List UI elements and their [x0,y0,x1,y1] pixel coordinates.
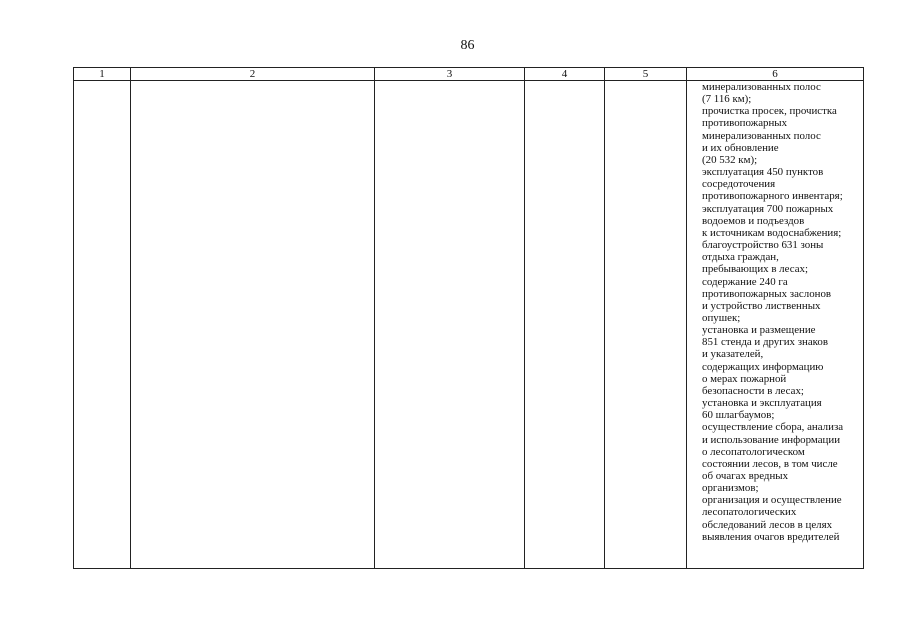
cell-text-line: противопожарного инвентаря; [702,190,843,203]
cell-col-3 [375,81,525,569]
cell-text-line: установка и эксплуатация [702,397,822,410]
cell-text-line: организмов; [702,482,759,495]
column-header-1: 1 [74,68,131,81]
cell-text-line: выявления очагов вредителей [702,530,840,543]
cell-text-line: (20 532 км); [702,153,758,166]
cell-text-line: организация и осуществление [702,494,842,507]
cell-text-line: минерализованных полос [702,129,821,142]
cell-text-line: лесопатологических [702,506,797,519]
cell-text-line: содержащих информацию [702,360,824,373]
cell-text-line: к источникам водоснабжения; [702,226,842,239]
column-header-5: 5 [605,68,687,81]
data-table [73,67,864,569]
cell-text-line: эксплуатация 450 пунктов [702,166,824,179]
column-header-2: 2 [131,68,375,81]
cell-text-line: эксплуатация 700 пожарных [702,202,834,215]
cell-text-line: и указателей, [702,348,764,361]
cell-text-line: прочистка просек, прочистка [702,105,837,118]
cell-col-4 [525,81,605,569]
cell-text-line: отдыха граждан, [702,251,779,264]
cell-text-line: 60 шлагбаумов; [702,409,775,422]
table-header-row [74,68,864,81]
cell-text-line: содержание 240 га [702,275,788,288]
cell-col-5 [605,81,687,569]
column-header-6: 6 [687,68,864,81]
cell-text-line: о мерах пожарной [702,372,787,385]
cell-text-line: о лесопатологическом [702,445,805,458]
cell-col-6-text [687,81,863,543]
cell-text-line: (7 116 км); [702,93,752,106]
column-header-3: 3 [375,68,525,81]
cell-text-line: установка и размещение [702,324,816,337]
cell-text-line: благоустройство 631 зоны [702,239,824,252]
cell-text-line: пребывающих в лесах; [702,263,808,276]
cell-text-line: и их обновление [702,141,779,154]
cell-text-line: 851 стенда и других знаков [702,336,829,349]
cell-text-line: сосредоточения [702,178,776,191]
cell-text-line: состоянии лесов, в том числе [702,457,838,470]
cell-text-line: минерализованных полос [702,81,821,93]
cell-text-line: и устройство лиственных [702,299,821,312]
cell-text-line: и использование информации [702,433,841,446]
cell-text-line: осуществление сбора, анализа [702,421,844,434]
page-number: 86 [460,38,475,53]
cell-col-1 [74,81,131,569]
cell-col-6 [687,81,864,569]
cell-text-line: об очагах вредных [702,470,789,482]
table-row [74,81,864,569]
cell-text-line: водоемов и подъездов [702,214,805,227]
cell-text-line: противопожарных заслонов [702,287,832,300]
cell-col-2 [131,81,375,569]
column-header-4: 4 [525,68,605,81]
cell-text-line: обследований лесов в целях [702,518,833,531]
cell-text-line: опушек; [702,311,741,324]
cell-text-line: противопожарных [702,117,788,130]
cell-text-line: безопасности в лесах; [702,384,804,397]
